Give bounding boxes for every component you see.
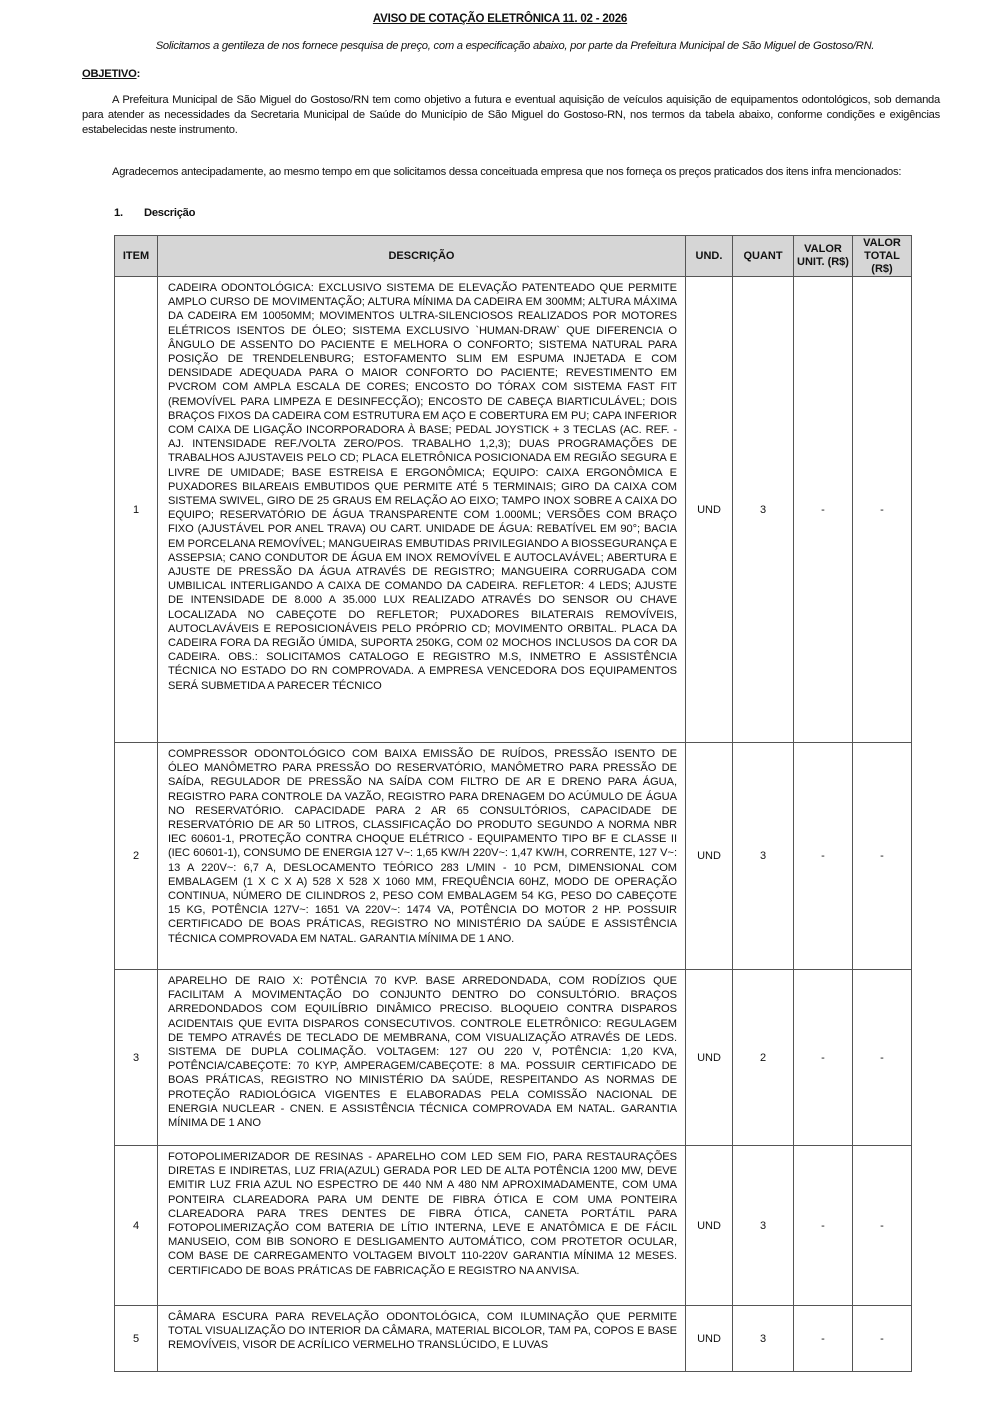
item-quantity: 3 xyxy=(733,743,794,970)
item-unit: UND xyxy=(686,1306,733,1372)
item-unit-value: - xyxy=(794,1306,853,1372)
table-row xyxy=(115,743,912,970)
section-number: 1. xyxy=(114,207,123,219)
item-total-value: - xyxy=(853,1306,912,1372)
item-number: 1 xyxy=(115,277,158,743)
item-quantity: 3 xyxy=(733,277,794,743)
item-description: COMPRESSOR ODONTOLÓGICO COM BAIXA EMISSÃO DE RUÍDOS, PRESSÃO ISENTO DE ÓLEO MANÔMETRO PARA PRESSÃO DO RESERVATÓRIO, MANÔMETRO PARA PRESSÃO DE SAÍDA, REGULADOR DE PRESSÃO NA SAÍDA COM FILTRO DE AR E DRENO PARA ÁGUA, REGISTRO PARA CONTROLE DA VAZÃO, REGISTRO PARA DRENAGEM DO ACÚMULO DE ÁGUA NO RESERVATÓRIO. CAPACIDADE PARA 2 AR 65 CONSULTÓRIOS, CAPACIDADE DE RESERVATÓRIO DE AR 50 LITROS, CLASSIFICAÇÃO DO PRODUTO SEGUNDO A NORMA NBR IEC 60601-1, PROTEÇÃO CONTRA CHOQUE ELÉTRICO - EQUIPAMENTO TIPO BF E CLASSE II (IEC 60601-1), CONSUMO DE ENERGIA 127 V~: 1,65 KW/H 220V~: 1,47 KW/H, CORRENTE, 127 V~: 13 A 220V~: 6,7 A, DESLOCAMENTO TEÓRICO 283 L/MIN - 10 PCM, DIMENSIONAL COM EMBALAGEM (1 X C X A) 528 X 528 X 1060 MM, FREQUÊNCIA 60HZ, MODO DE OPERAÇÃO CONTINUA, NÚMERO DE CILINDROS 2, PESO COM EMBALAGEM 54 KG, PESO DO CABEÇOTE 15 KG, POTÊNCIA 127V~: 1651 VA 220V~: 1474 VA, POTÊNCIA DO MOTOR 2 HP. POSSUIR CERTIFICADO DE BOAS PRÁTICAS, REGISTRO NO MINISTÉRIO DA SAÚDE E ASSISTÊNCIA TÉCNICA COMPROVADA EM NATAL. GARANTIA MÍNIMA DE 1 ANO. xyxy=(158,743,686,970)
section-title: Descrição xyxy=(144,207,196,219)
item-unit: UND xyxy=(686,970,733,1146)
item-quantity: 3 xyxy=(733,1146,794,1306)
intro-text: Solicitamos a gentileza de nos fornece pesquisa de preço, com a especificação abaixo, por parte da Prefeitura Municipal de São Miguel de Gostoso/RN. xyxy=(155,40,875,52)
item-description: CADEIRA ODONTOLÓGICA: EXCLUSIVO SISTEMA DE ELEVAÇÃO PATENTEADO QUE PERMITE AMPLO CURSO DE MOVIMENTAÇÃO; ALTURA MÍNIMA DA CADEIRA EM 300MM; ALTURA MÁXIMA DA CADEIRA EM 10050MM; MOVIMENTOS ULTRA-SILENCIOSOS REALIZADOS POR MOTORES ELÉTRICOS ISENTOS DE ÓLEO; SISTEMA EXCLUSIVO `HUMAN-DRAW` QUE DIFERENCIA O ÂNGULO DE ASSENTO DO PACIENTE E MELHORA O CONFORTO; SISTEMA NATURAL PARA POSIÇÃO DE TRENDELENBURG; ESTOFAMENTO SLIM EM ESPUMA INJETADA E COM DENSIDADE ADEQUADA PARA O MAIOR CONFORTO DO PACIENTE; REVESTIMENTO EM PVCROM COM AMPLA ESCALA DE CORES; ENCOSTO DO TÓRAX COM SISTEMA FAST FIT (REMOVÍVEL PARA LIMPEZA E DESINFECÇÃO); ENCOSTO DE CABEÇA BIARTICULÁVEL; DOIS BRAÇOS FIXOS DA CADEIRA COM ESTRUTURA EM AÇO E COBERTURA EM PU; CAPA INFERIOR COM CAIXA DE LIGAÇÃO INCORPORADORA À BASE; PEDAL JOYSTICK + 3 TECLAS (AC. REF. - AJ. INTENSIDADE REF./VOLTA ZERO/POS. TRABALHO 1,2,3); DUAS PROGRAMAÇÕES DE TRABALHOS AJUSTAVEIS PELO CD; PLACA ELETRÔNICA POSICIONADA EM REGIÃO SEGURA E LIVRE DE UMIDADE; BASE ESTREISA E ERGONÔMICA; EQUIPO: CAIXA ERGONÔMICA E PUXADORES BILAREAIS EMBUTIDOS QUE PERMITE ATÉ 5 TERMINAIS; GIRO DA CAIXA COM SISTEMA SWIVEL, GIRO DE 25 GRAUS EM RELAÇÃO AO EIXO; TAMPO INOX SOBRE A CAIXA DO EQUIPO; RESERVATÓRIO DE ÁGUA TRANSPARENTE COM 1.000ML; VERSÕES COM BRAÇO FIXO (AJUSTÁVEL POR ANEL TRAVA) OU CART. UNIDADE DE ÁGUA: REBATÍVEL EM 90°; BACIA EM PORCELANA REMOVÍVEL; MANGUEIRAS EMBUTIDAS PRIVILEGIANDO A BIOSSEGURANÇA E ASSEPSIA; CANO CONDUTOR DE ÁGUA EM INOX REMOVÍVEL E AUTOCLAVÁVEL; ABERTURA E AJUSTE DE PRESSÃO DA ÁGUA ATRAVÉS DE REGISTRO; MANGUEIRA CORRUGADA COM UMBILICAL INTERLIGANDO A CAIXA DE COMANDO DA CADEIRA. REFLETOR: 4 LEDS; AJUSTE DE INTENSIDADE DE 8.000 A 35.000 LUX REALIZADO ATRAVÉS DO SENSOR OU CHAVE LOCALIZADA NO CABEÇOTE DO REFLETOR; PUXADORES BILATERAIS REMOVÍVEIS, AUTOCLAVÁVEIS E REPOSICIONÁVEIS PELO PRÓPRIO CD; MOVIMENTO ORBITAL. PLACA DA CADEIRA FORA DA REGIÃO ÚMIDA, SUPORTA 250KG, COM 02 MOCHOS INCLUSOS DA COR DA CADEIRA. OBS.: SOLICITAMOS CATALOGO E REGISTRO M.S, INMETRO E ASSISTÊNCIA TÉCNICA NO ESTADO DO RN COMPROVADA. A EMPRESA VENCEDORA DOS EQUIPAMENTOS SERÁ SUBMETIDA A PARECER TÉCNICO xyxy=(158,277,686,743)
item-unit-value: - xyxy=(794,743,853,970)
item-unit: UND xyxy=(686,1146,733,1306)
table-row xyxy=(115,1306,912,1372)
thanks-text: Agradecemos antecipadamente, ao mesmo tempo em que solicitamos dessa conceituada empresa que nos forneça os preços praticados dos itens infra mencionados: xyxy=(112,166,902,178)
table-row xyxy=(115,277,912,743)
objective-colon: : xyxy=(136,68,141,80)
item-total-value: - xyxy=(853,1146,912,1306)
header-item: ITEM xyxy=(115,236,158,277)
table-row xyxy=(115,1146,912,1306)
item-quantity: 2 xyxy=(733,970,794,1146)
item-quantity: 3 xyxy=(733,1306,794,1372)
document-title: AVISO DE COTAÇÃO ELETRÔNICA 11. 02 - 2026 xyxy=(372,13,628,25)
table-row xyxy=(115,970,912,1146)
item-total-value: - xyxy=(853,970,912,1146)
item-number: 3 xyxy=(115,970,158,1146)
objective-text: A Prefeitura Municipal de São Miguel do Gostoso/RN tem como objetivo a futura e eventual aquisição de veículos aquisição de equipamentos odontológicos, sob demanda para atender as necessidades da Secretaria Municipal de Saúde do Município de São Miguel do Gostoso-RN, nos termos da tabela abaixo, conforme condições e exigências estabelecidas neste instrumento. xyxy=(82,94,940,136)
item-description: FOTOPOLIMERIZADOR DE RESINAS - APARELHO COM LED SEM FIO, PARA RESTAURAÇÕES DIRETAS E INDIRETAS, LUZ FRIA(AZUL) GERADA POR LED DE ALTA POTÊNCIA 1200 MW, DEVE EMITIR LUZ FRIA AZUL NO ESPECTRO DE 440 NM A 480 NM APROXIMADAMENTE, COM UMA PONTEIRA CLAREADORA PARA UM DENTE DE FIBRA ÓTICA E COM UMA PONTEIRA CLAREADORA PARA TRES DENTES DE FIBRA ÓTICA, CANETA PORTÁTIL PARA FOTOPOLIMERIZAÇÃO COM BATERIA DE LÍTIO INTERNA, LEVE E ANATÔMICA E DE FÁCIL MANUSEIO, COM BIB SONORO E DESLIGAMENTO AUTOMÁTICO, COM PROTETOR OCULAR, COM BASE DE CARREGAMENTO VOLTAGEM BIVOLT 110-220V GARANTIA MÍNIMA 12 MESES. CERTIFICADO DE BOAS PRÁTICAS DE FABRICAÇÃO E REGISTRO NA ANVISA. xyxy=(158,1146,686,1306)
items-table xyxy=(114,235,912,1372)
item-unit: UND xyxy=(686,743,733,970)
objective-heading xyxy=(82,68,140,80)
header-total-value: VALOR TOTAL (R$) xyxy=(853,236,912,277)
item-description: APARELHO DE RAIO X: POTÊNCIA 70 KVP. BASE ARREDONDADA, COM RODÍZIOS QUE FACILITAM A MOVIMENTAÇÃO DO CONJUNTO DENTRO DO CONSULTÓRIO. BRAÇOS ARREDONDADOS COM EQUILÍBRIO DINÂMICO PRECISO. BLOQUEIO CONTRA DISPAROS ACIDENTAIS QUE EVITA DISPAROS CONSECUTIVOS. CONTROLE ELETRÔNICO: REGULAGEM DE TEMPO ATRAVÉS DE TECLADO DE MEMBRANA, COM VISUALIZAÇÃO ATRAVÉS DE LEDS. SISTEMA DE DUPLA COLIMAÇÃO. VOLTAGEM: 127 OU 220 V, POTÊNCIA: 1,20 KVA, POTÊNCIA/CABEÇOTE: 70 KYP, AMPERAGEM/CABEÇOTE: 8 MA. POSSUIR CERTIFICADO DE BOAS PRÁTICAS, REGISTRO NO MINISTÉRIO DA SAÚDE, RESPEITANDO AS NORMAS DE PROTEÇÃO RADIOLÓGICA VIGENTES E ELABORADAS PELA COMISSÃO NACIONAL DE ENERGIA NUCLEAR - CNEN. E ASSISTÊNCIA TÉCNICA COMPROVADA EM NATAL. GARANTIA MÍNIMA DE 1 ANO xyxy=(158,970,686,1146)
header-unit-value: VALOR UNIT. (R$) xyxy=(794,236,853,277)
header-quantity: QUANT xyxy=(733,236,794,277)
item-unit: UND xyxy=(686,277,733,743)
objective-label: OBJETIVO xyxy=(82,68,137,80)
header-description: DESCRIÇÃO xyxy=(158,236,686,277)
item-number: 4 xyxy=(115,1146,158,1306)
section-heading xyxy=(114,207,195,219)
item-number: 5 xyxy=(115,1306,158,1372)
table-header-row xyxy=(115,236,912,277)
item-unit-value: - xyxy=(794,1146,853,1306)
item-description: CÂMARA ESCURA PARA REVELAÇÃO ODONTOLÓGICA, COM ILUMINAÇÃO QUE PERMITE TOTAL VISUALIZAÇÃO DO INTERIOR DA CÂMARA, MATERIAL BICOLOR, TAM PA, COPOS E BASE REMOVÍVEIS, VISOR DE ACRÍLICO VERMELHO TRANSLÚCIDO, E LUVAS xyxy=(158,1306,686,1372)
item-unit-value: - xyxy=(794,970,853,1146)
item-total-value: - xyxy=(853,277,912,743)
item-unit-value: - xyxy=(794,277,853,743)
header-unit: UND. xyxy=(686,236,733,277)
item-total-value: - xyxy=(853,743,912,970)
item-number: 2 xyxy=(115,743,158,970)
